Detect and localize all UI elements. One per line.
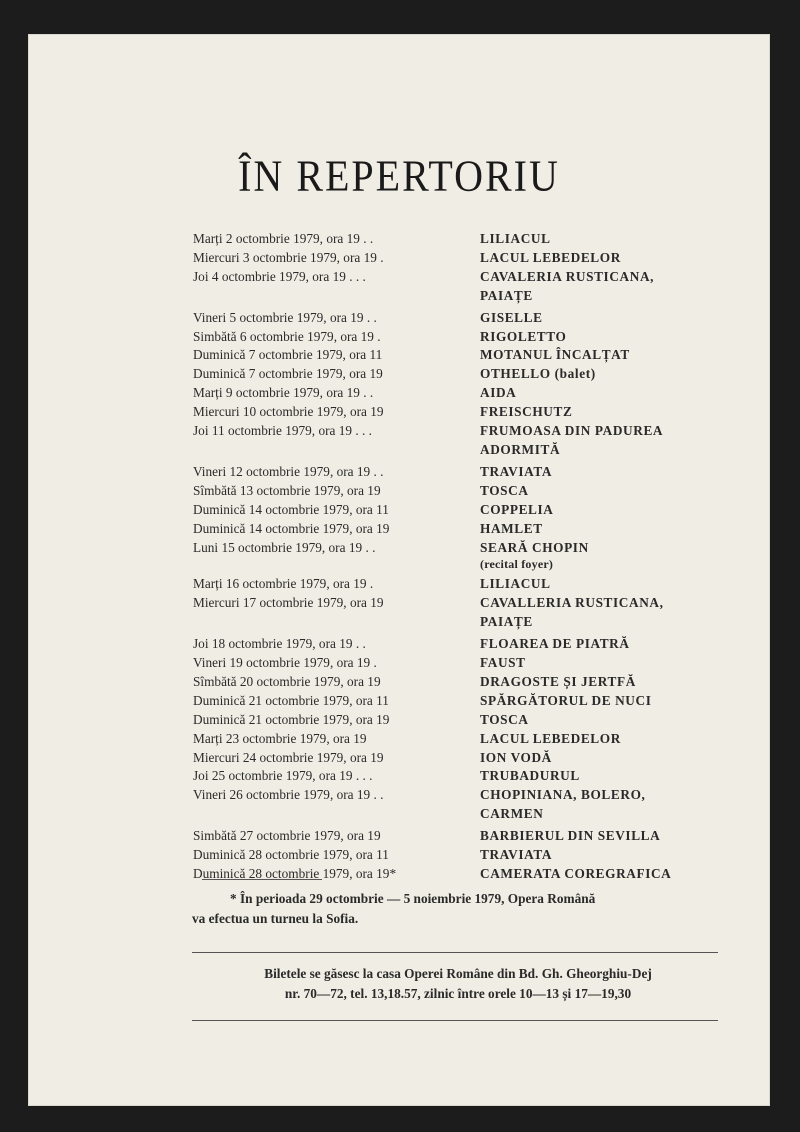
performance-title: FLOAREA DE PIATRĂ (480, 636, 630, 652)
ticket-info-bottom-rule (192, 1020, 718, 1021)
schedule-row (193, 827, 753, 846)
performance-date: Duminică 14 octombrie 1979, ora 11 (193, 501, 389, 517)
schedule-row (193, 309, 753, 328)
performance-title: AIDA (480, 385, 517, 401)
schedule-row (193, 346, 753, 365)
schedule-row (193, 403, 753, 422)
ticket-info-line-1: Biletele se găsesc la casa Operei Române din Bd. Gh. Gheorghiu-Dej (264, 966, 652, 981)
performance-date: Marți 16 octombrie 1979, ora 19 . (193, 576, 374, 592)
performance-title: TRAVIATA (480, 463, 553, 479)
performance-date: Duminică 14 octombrie 1979, ora 19 (193, 520, 390, 536)
performance-date: Duminică 21 octombrie 1979, ora 19 (193, 711, 390, 727)
performance-title: CAMERATA COREGRAFICA (480, 866, 672, 881)
performance-title: TRUBADURUL (480, 768, 580, 784)
performance-date: Sîmbătă 13 octombrie 1979, ora 19 (193, 482, 381, 498)
performance-title: HAMLET (480, 520, 543, 536)
schedule-row (193, 539, 753, 558)
performance-title: SEARĂ CHOPIN (480, 539, 589, 555)
performance-title: LACUL LEBEDELOR (480, 730, 621, 746)
schedule-row (193, 865, 753, 884)
schedule-row (193, 463, 753, 482)
schedule-row (193, 786, 753, 805)
performance-date: Vineri 19 octombrie 1979, ora 19 . (193, 655, 377, 671)
schedule-row (193, 635, 753, 654)
performance-title-continued: PAIAȚE (480, 287, 533, 303)
performance-title: LILIACUL (480, 576, 551, 592)
performance-title: CAVALLERIA RUSTICANA, (480, 595, 664, 611)
schedule-row (193, 730, 753, 749)
schedule-row (193, 575, 753, 594)
performance-date: Duminică 28 octombrie 1979, ora 19* (193, 866, 397, 881)
performance-date: Simbătă 27 octombrie 1979, ora 19 (193, 828, 381, 844)
performance-title: SPĂRGĂTORUL DE NUCI (480, 692, 652, 708)
performance-subtitle: (recital foyer) (480, 557, 554, 572)
performance-title: CAVALERIA RUSTICANA, (480, 268, 655, 284)
program-page (28, 34, 770, 1106)
schedule-row (193, 767, 753, 786)
page-title: ÎN REPERTORIU (238, 150, 560, 201)
schedule-row (193, 846, 753, 865)
footnote-line-2: va efectua un turneu la Sofia. (192, 911, 359, 926)
repertoire-list (193, 230, 753, 884)
performance-date: Vineri 26 octombrie 1979, ora 19 . . (193, 787, 384, 803)
performance-title: COPPELIA (480, 501, 554, 517)
schedule-row (193, 365, 753, 384)
performance-title-continued: CARMEN (480, 806, 544, 822)
ticket-info-top-rule (192, 952, 718, 953)
performance-title: TOSCA (480, 482, 529, 498)
performance-title: CHOPINIANA, BOLERO, (480, 787, 646, 803)
performance-date: Miercuri 24 octombrie 1979, ora 19 (193, 749, 384, 765)
performance-title: FREISCHUTZ (480, 404, 573, 420)
ticket-info (178, 964, 738, 1004)
performance-title: GISELLE (480, 309, 543, 325)
footnote-divider (202, 879, 322, 880)
schedule-row (193, 711, 753, 730)
performance-date: Duminică 21 octombrie 1979, ora 11 (193, 692, 389, 708)
performance-date: Duminică 28 octombrie 1979, ora 11 (193, 847, 389, 863)
performance-title: FRUMOASA DIN PADUREA (480, 423, 664, 439)
ticket-info-line-2: nr. 70—72, tel. 13,18.57, zilnic între orele 10—13 și 17—19,30 (284, 986, 632, 1001)
performance-title: TOSCA (480, 711, 529, 727)
schedule-row (193, 692, 753, 711)
performance-title: TRAVIATA (480, 847, 553, 863)
schedule-row (193, 673, 753, 692)
performance-date: Simbătă 6 octombrie 1979, ora 19 . (193, 328, 381, 344)
performance-date: Marți 2 octombrie 1979, ora 19 . . (193, 231, 374, 246)
performance-title: FAUST (480, 655, 526, 671)
schedule-row (193, 422, 753, 441)
schedule-row (193, 384, 753, 403)
performance-date: Vineri 5 octombrie 1979, ora 19 . . (193, 309, 377, 325)
performance-title-continued: ADORMITĂ (480, 441, 561, 457)
performance-date: Marți 23 octombrie 1979, ora 19 (193, 730, 367, 746)
performance-title: BARBIERUL DIN SEVILLA (480, 828, 661, 844)
schedule-row (193, 501, 753, 520)
performance-date: Joi 25 octombrie 1979, ora 19 . . . (193, 768, 373, 784)
performance-title: OTHELLO (balet) (480, 366, 596, 382)
performance-title: ION VODĂ (480, 749, 552, 765)
performance-date: Miercuri 17 octombrie 1979, ora 19 (193, 595, 384, 611)
performance-date: Miercuri 10 octombrie 1979, ora 19 (193, 404, 384, 420)
performance-title-continued: PAIAȚE (480, 614, 533, 630)
performance-date: Duminică 7 octombrie 1979, ora 11 (193, 347, 383, 363)
performance-date: Sîmbătă 20 octombrie 1979, ora 19 (193, 673, 381, 689)
performance-title: RIGOLETTO (480, 328, 567, 344)
performance-title: DRAGOSTE ȘI JERTFĂ (480, 673, 636, 689)
schedule-row (193, 328, 753, 347)
performance-title: LILIACUL (480, 231, 551, 246)
schedule-row (193, 268, 753, 287)
performance-title: MOTANUL ÎNCALȚAT (480, 347, 630, 363)
performance-title: LACUL LEBEDELOR (480, 249, 621, 265)
schedule-row (193, 749, 753, 768)
footnote-line-1: * În perioada 29 octombrie — 5 noiembrie 1979, Opera Română (230, 891, 596, 906)
performance-date: Vineri 12 octombrie 1979, ora 19 . . (193, 463, 384, 479)
performance-date: Luni 15 octombrie 1979, ora 19 . . (193, 539, 376, 555)
performance-date: Duminică 7 octombrie 1979, ora 19 (193, 366, 383, 382)
schedule-row (193, 654, 753, 673)
tour-footnote (192, 889, 722, 929)
performance-date: Marți 9 octombrie 1979, ora 19 . . (193, 385, 374, 401)
schedule-row (193, 230, 753, 249)
schedule-row (193, 482, 753, 501)
schedule-row (193, 520, 753, 539)
performance-date: Joi 4 octombrie 1979, ora 19 . . . (193, 268, 366, 284)
performance-date: Joi 11 octombrie 1979, ora 19 . . . (193, 423, 372, 439)
performance-date: Miercuri 3 octombrie 1979, ora 19 . (193, 249, 384, 265)
schedule-row (193, 249, 753, 268)
schedule-row (193, 594, 753, 613)
performance-date: Joi 18 octombrie 1979, ora 19 . . (193, 636, 366, 652)
